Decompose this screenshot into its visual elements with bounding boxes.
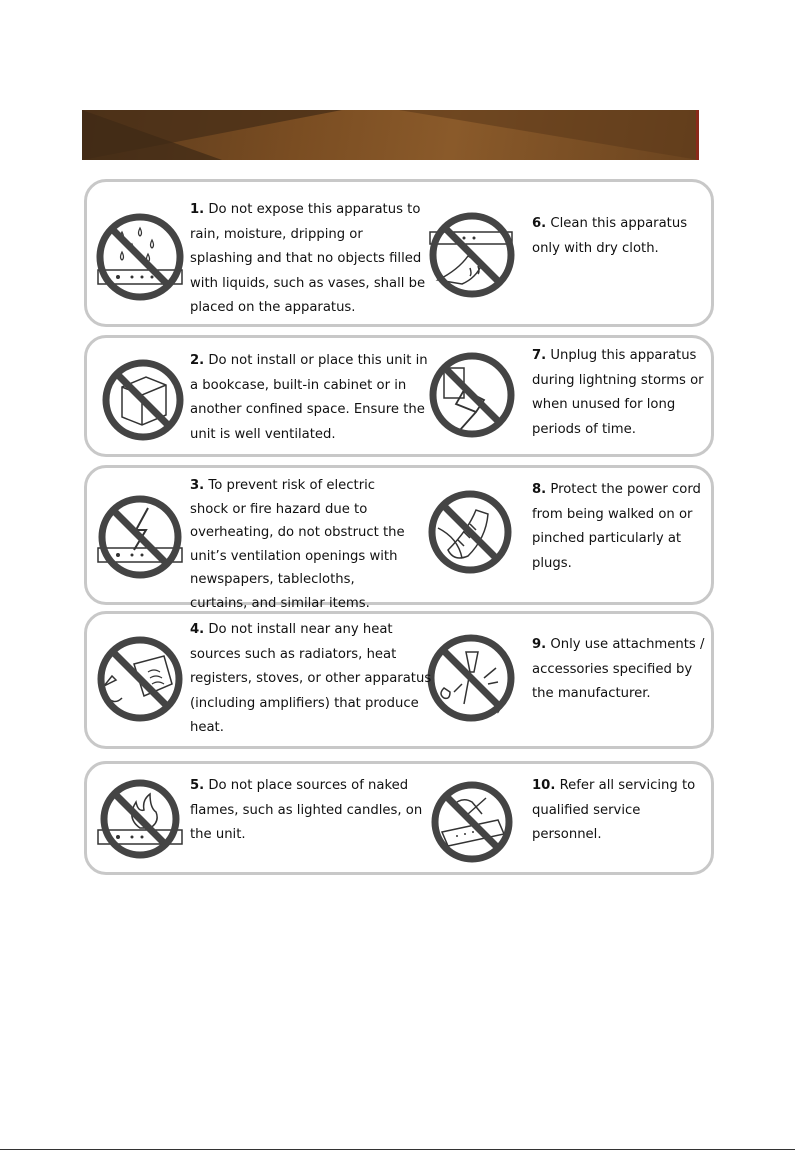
instruction-4: 4. Do not install near any heat sources such as radiators, heat registers, stoves, or other apparatus (including amplifiers) that produce heat. xyxy=(190,622,432,735)
no-enclosure-icon xyxy=(100,357,186,443)
instruction-10: 10. Refer all servicing to qualified service personnel. xyxy=(532,778,696,842)
header-banner xyxy=(82,110,699,160)
no-unauthorized-tools-icon xyxy=(424,632,518,724)
no-plug-lightning-icon xyxy=(424,350,518,440)
instruction-7: 7. Unplug this apparatus during lightning storms or when unused for long periods of time. xyxy=(532,348,704,437)
no-flame-icon xyxy=(92,778,188,860)
no-wet-cloth-icon xyxy=(424,210,518,300)
no-cover-vents-icon xyxy=(92,494,188,580)
no-step-cord-icon xyxy=(424,488,516,576)
instruction-6: 6. Clean this apparatus only with dry cloth. xyxy=(532,216,688,256)
no-self-service-icon xyxy=(428,778,516,866)
no-water-icon xyxy=(92,212,188,302)
instruction-3: 3. To prevent risk of electric shock or fire hazard due to overheating, do not obstruct the unit’s ventilation openings with newspapers, tablecloths, curtains, and similar items. xyxy=(190,478,405,611)
instruction-5: 5. Do not place sources of naked flames, such as lighted candles, on the unit. xyxy=(190,778,423,842)
instruction-8: 8. Protect the power cord from being walked on or pinched particularly at plugs. xyxy=(532,482,701,571)
no-heat-source-icon xyxy=(94,634,186,724)
instruction-1: 1. Do not expose this apparatus to rain, moisture, dripping or splashing and that no objects filled with liquids, such as vases, shall be placed on the apparatus. xyxy=(190,202,426,315)
page-bottom-rule xyxy=(0,1149,795,1150)
instruction-9: 9. Only use attachments / accessories specified by the manufacturer. xyxy=(532,637,705,701)
instruction-2: 2. Do not install or place this unit in a bookcase, built-in cabinet or in another confined space. Ensure the unit is well ventilated. xyxy=(190,353,428,442)
